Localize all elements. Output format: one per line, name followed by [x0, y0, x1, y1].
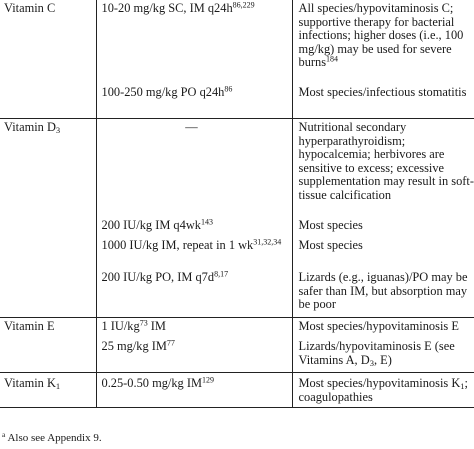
comment-text: Most species: [298, 238, 363, 252]
agent-subscript: 3: [55, 125, 61, 135]
agent-name: Vitamin C: [4, 1, 56, 15]
dose-text-suffix: IM: [147, 319, 166, 333]
agent-subscript: 1: [55, 381, 61, 391]
dose-ref: 86,229: [232, 0, 255, 10]
comment-text: Most species/hypovitaminosis E: [298, 319, 459, 333]
footnote-marker: a: [2, 430, 6, 439]
agent-cell: [0, 318, 96, 373]
dose-cell: [96, 373, 292, 408]
dose-text: 0.25-0.50 mg/kg IM: [101, 376, 202, 390]
comment-subscript: 1: [460, 381, 465, 391]
footnote-text: Also see Appendix 9.: [5, 432, 102, 444]
comment-cell: [292, 373, 474, 408]
comment-text: All species/hypovitaminosis C; supportive therapy for bacterial infections; higher doses (i.e., 100 mg/kg) may be used for severe burns: [298, 1, 464, 70]
dose-ref: 86: [224, 84, 233, 94]
table-row: [0, 373, 474, 408]
table-row: [0, 318, 474, 339]
table-row: [0, 0, 474, 60]
agent-name: Vitamin K: [4, 376, 56, 390]
dose-text: 200 IU/kg IM q4wk: [101, 218, 201, 232]
dose-text: 10-20 mg/kg SC, IM q24h: [101, 1, 233, 15]
comment-text: Lizards/hypovitaminosis E (see Vitamins A, $D_3$, E): [298, 339, 455, 368]
comment-subscript: 3: [369, 357, 374, 368]
dose-text: 25 mg/kg IM: [101, 339, 167, 353]
comment-cell: [292, 215, 474, 237]
comment-cell: [292, 269, 474, 318]
agent-cell: [0, 373, 96, 408]
comment-ref: 184: [326, 54, 339, 64]
dose-text: 1000 IU/kg IM, repeat in 1 wk: [101, 238, 254, 252]
comment-cell: [292, 318, 474, 339]
dose-ref: 31,32,34: [253, 237, 282, 247]
dose-text: 1 IU/kg: [101, 319, 140, 333]
dose-cell: [96, 338, 292, 373]
comment-text: Nutritional secondary hyperparathyroidism; hypocalcemia; herbivores are sensitive to excess; excessive supplementation may result in soft-tissue calcification: [298, 120, 474, 202]
dose-ref: 143: [200, 217, 213, 227]
dose-ref: 8,17: [214, 269, 229, 279]
comment-cell: [292, 119, 474, 216]
dose-ref: 77: [166, 338, 175, 348]
table-row: [0, 119, 474, 216]
dose-cell: [96, 119, 292, 216]
comment-cell: [292, 237, 474, 269]
dose-cell: [96, 237, 292, 269]
dose-ref: 73: [139, 318, 148, 328]
agent-cell: [0, 119, 96, 318]
dose-cell: [96, 0, 292, 60]
agent-name: Vitamin E: [4, 319, 55, 333]
comment-cell: [292, 338, 474, 373]
agent-cell: [0, 0, 96, 119]
comment-text: Most species: [298, 218, 363, 232]
dose-cell: [96, 318, 292, 339]
dose-cell: [96, 60, 292, 119]
footnote: [2, 432, 102, 444]
agent-name: Vitamin D: [4, 120, 56, 134]
dose-cell: [96, 269, 292, 318]
dose-text: —: [185, 120, 198, 134]
comment-cell: [292, 0, 474, 70]
comment-text-suffix: ; coagulopathies: [298, 376, 468, 404]
dose-text: 200 IU/kg PO, IM q7d: [101, 270, 215, 284]
dose-cell: [96, 215, 292, 237]
dose-ref: 129: [202, 375, 214, 385]
dose-text: 100-250 mg/kg PO q24h: [101, 85, 225, 99]
comment-text: Lizards (e.g., iguanas)/PO may be safer than IM, but absorption may be poor: [298, 270, 468, 312]
comment-text: Most species/hypovitaminosis K: [298, 376, 461, 390]
comment-text: Most species/infectious stomatitis: [298, 85, 467, 99]
